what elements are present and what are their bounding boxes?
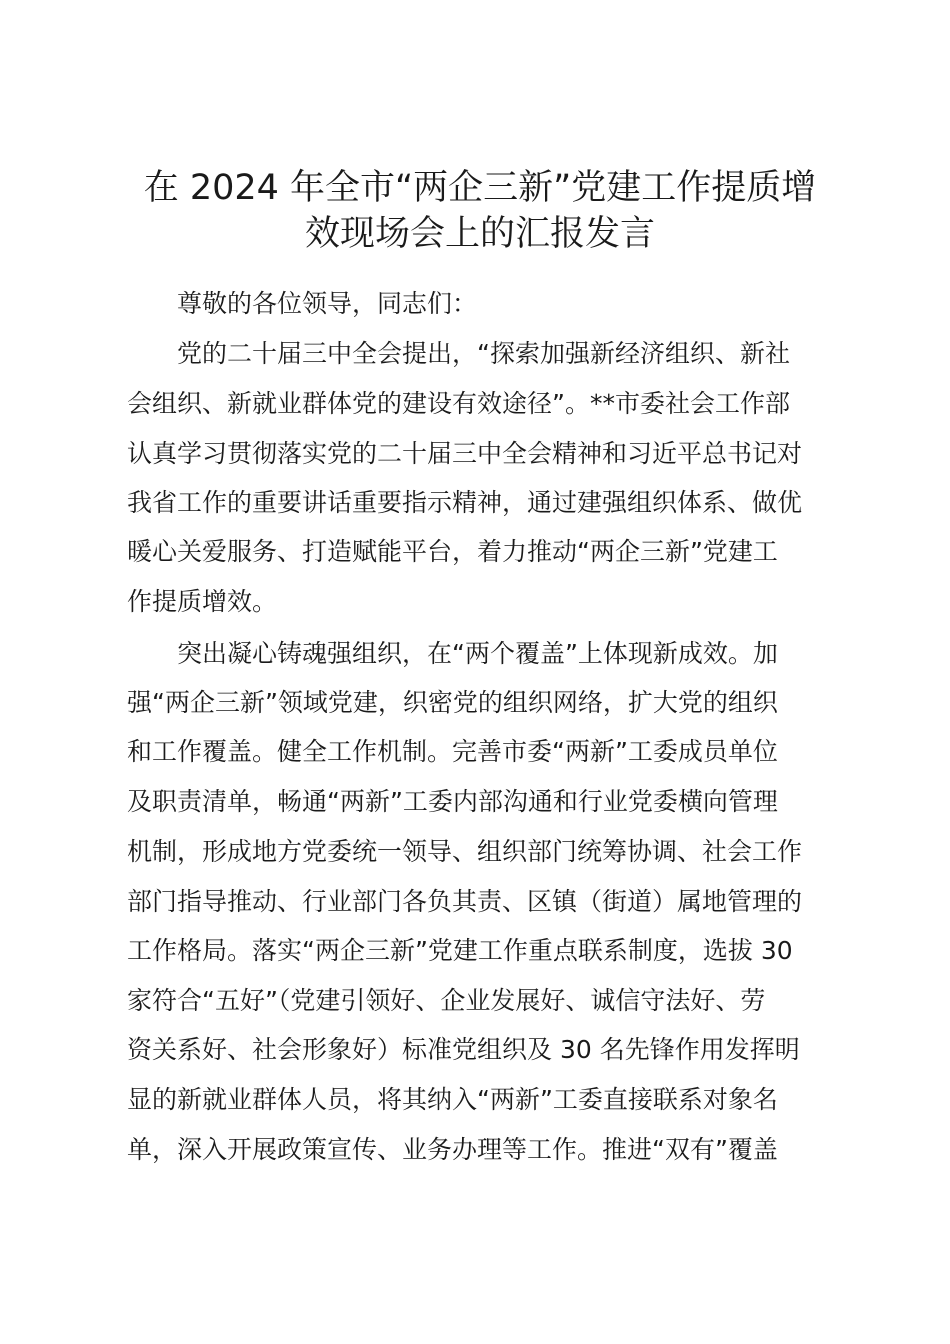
paragraph2-line-1: 突出凝心铸魂强组织，在“两个覆盖”上体现新成效。加 [177, 639, 778, 668]
paragraph1-line-2: 会组织、新就业群体党的建设有效途径”。**市委社会工作部 [127, 389, 790, 418]
paragraph2-line-7: 工作格局。落实“两企三新”党建工作重点联系制度，选拔 30 [127, 936, 793, 965]
paragraph2-line-10: 显的新就业群体人员，将其纳入“两新”工委直接联系对象名 [127, 1085, 778, 1114]
paragraph2-line-8: 家符合“五好”（党建引领好、企业发展好、诚信守法好、劳 [127, 986, 766, 1015]
paragraph2-line-4: 及职责清单，畅通“两新”工委内部沟通和行业党委横向管理 [127, 787, 778, 816]
paragraph1-line-6: 作提质增效。 [127, 587, 278, 616]
paragraph2-line-6: 部门指导推动、行业部门各负其责、区镇（街道）属地管理的 [127, 887, 803, 916]
paragraph2-line-3: 和工作覆盖。健全工作机制。完善市委“两新”工委成员单位 [127, 737, 778, 766]
salutation: 尊敬的各位领导，同志们： [177, 289, 478, 318]
document-title-line-1: 在 2024 年全市“两企三新”党建工作提质增 [143, 168, 817, 208]
paragraph1-line-4: 我省工作的重要讲话重要指示精神，通过建强组织体系、做优 [127, 488, 803, 517]
paragraph1-line-1: 党的二十届三中全会提出，“探索加强新经济组织、新社 [177, 339, 790, 368]
paragraph2-line-9: 资关系好、社会形象好）标准党组织及 30 名先锋作用发挥明 [127, 1035, 800, 1064]
paragraph2-line-5: 机制，形成地方党委统一领导、组织部门统筹协调、社会工作 [127, 837, 803, 866]
document-title-line-2: 效现场会上的汇报发言 [304, 214, 655, 254]
paragraph1-line-5: 暖心关爱服务、打造赋能平台，着力推动“两企三新”党建工 [127, 537, 778, 566]
paragraph2-line-2: 强“两企三新”领域党建，织密党的组织网络，扩大党的组织 [127, 688, 778, 717]
paragraph1-line-3: 认真学习贯彻落实党的二十届三中全会精神和习近平总书记对 [127, 439, 803, 468]
paragraph2-line-11: 单，深入开展政策宣传、业务办理等工作。推进“双有”覆盖 [127, 1135, 778, 1164]
